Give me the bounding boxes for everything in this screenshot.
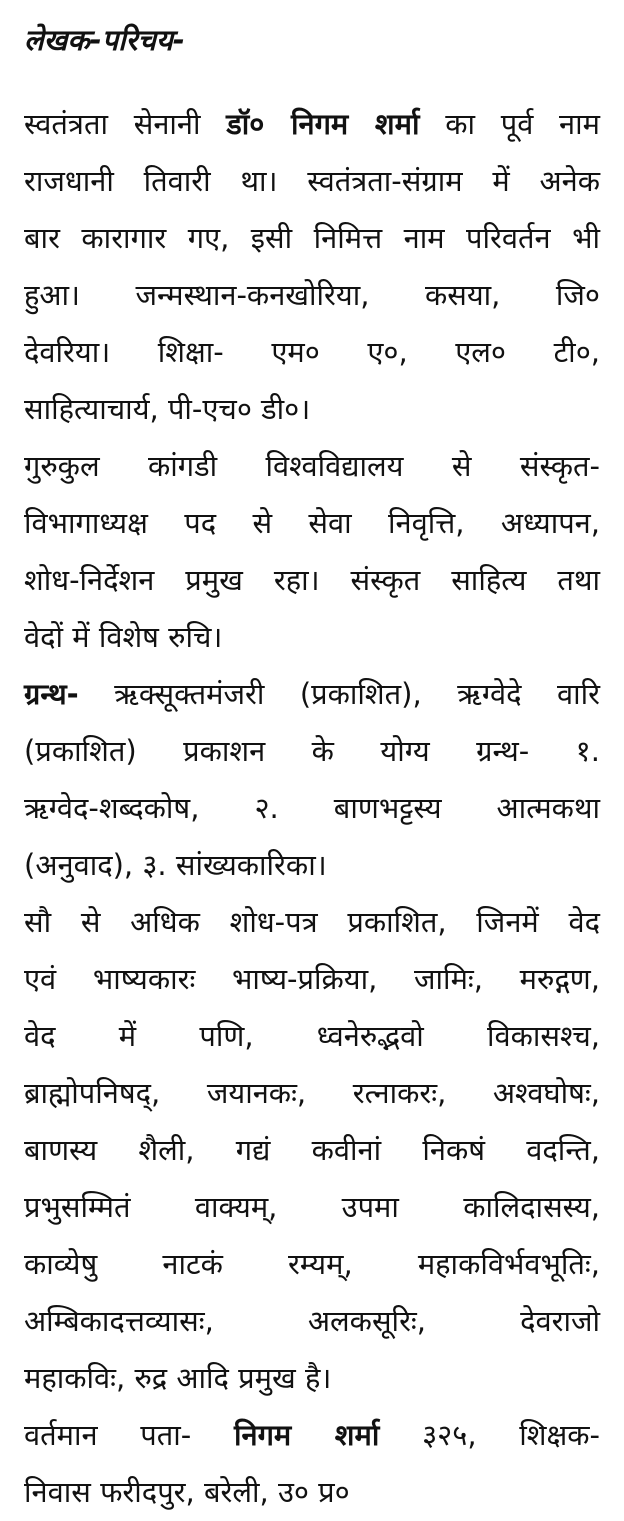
- papers-line-1: सौ से अधिक शोध-पत्र प्रकाशित, जिनमें वेद: [24, 905, 600, 939]
- papers-line-4: ब्राह्मोपनिषद्, जयानकः, रत्नाकरः, अश्वघोषः,: [24, 1076, 600, 1110]
- career-line-4: वेदों में विशेष रुचि।: [24, 620, 223, 654]
- papers-line-9: महाकविः, रुद्र आदि प्रमुख है।: [24, 1361, 332, 1395]
- address-line-1-rest: ३२५, शिक्षक-: [379, 1418, 600, 1452]
- bio-line-3: बार कारागार गए, इसी निमित्त नाम परिवर्तन भी: [24, 221, 600, 255]
- papers-line-7: काव्येषु नाटकं रम्यम्, महाकविर्भवभूतिः,: [24, 1247, 600, 1281]
- papers-line-2: एवं भाष्यकारः भाष्य-प्रक्रिया, जामिः, मरुद्गण,: [24, 962, 600, 996]
- works-paragraph: [24, 666, 600, 894]
- papers-line-8: अम्बिकादत्तव्यासः, अलकसूरिः, देवराजो: [24, 1304, 600, 1338]
- papers-paragraph: [24, 894, 600, 1407]
- bio-line-1-pre: स्वतंत्रता सेनानी: [24, 107, 227, 141]
- bio-line-2: राजधानी तिवारी था। स्वतंत्रता-संग्राम में अनेक: [24, 164, 600, 198]
- bio-line-6: साहित्याचार्य, पी-एच० डी०।: [24, 392, 311, 426]
- address-paragraph: [24, 1407, 600, 1521]
- works-line-1: [24, 666, 600, 723]
- works-line-2: (प्रकाशित) प्रकाशन के योग्य ग्रन्थ- १.: [24, 734, 600, 768]
- address-name: निगम शर्मा: [233, 1418, 380, 1452]
- bio-line-1: [24, 96, 600, 153]
- address-label: वर्तमान पता-: [24, 1418, 234, 1452]
- papers-line-3: वेद में पणि, ध्वनेरुद्भवो विकासश्च,: [24, 1019, 600, 1053]
- career-paragraph: [24, 438, 600, 666]
- bio-line-1-post: का पूर्व नाम: [419, 107, 600, 141]
- works-line-4: (अनुवाद), ३. सांख्यकारिका।: [24, 848, 327, 882]
- career-line-3: शोध-निर्देशन प्रमुख रहा। संस्कृत साहित्य तथा: [24, 563, 600, 597]
- address-line-2: निवास फरीदपुर, बरेली, उ० प्र०: [24, 1475, 350, 1509]
- bio-paragraph: [24, 96, 600, 438]
- works-line-1-rest: ऋक्सूक्तमंजरी (प्रकाशित), ऋग्वेदे वारि: [78, 677, 600, 711]
- address-line-1: [24, 1407, 600, 1464]
- works-line-3: ऋग्वेद-शब्दकोष, २. बाणभट्टस्य आत्मकथा: [24, 791, 600, 825]
- papers-line-5: बाणस्य शैली, गद्यं कवीनां निकषं वदन्ति,: [24, 1133, 600, 1167]
- career-line-1: गुरुकुल कांगडी विश्वविद्यालय से संस्कृत-: [24, 449, 600, 483]
- career-line-2: विभागाध्यक्ष पद से सेवा निवृत्ति, अध्यापन,: [24, 506, 600, 540]
- section-heading: लेखक-परिचय-: [24, 23, 185, 57]
- bio-line-5: देवरिया। शिक्षा- एम० ए०, एल० टी०,: [24, 335, 600, 369]
- works-label: ग्रन्थ-: [24, 677, 79, 711]
- papers-line-6: प्रभुसम्मितं वाक्यम्, उपमा कालिदासस्य,: [24, 1190, 600, 1224]
- bio-line-4: हुआ। जन्मस्थान-कनखोरिया, कसया, जि०: [24, 278, 600, 312]
- author-name: डॉ० निगम शर्मा: [226, 107, 420, 141]
